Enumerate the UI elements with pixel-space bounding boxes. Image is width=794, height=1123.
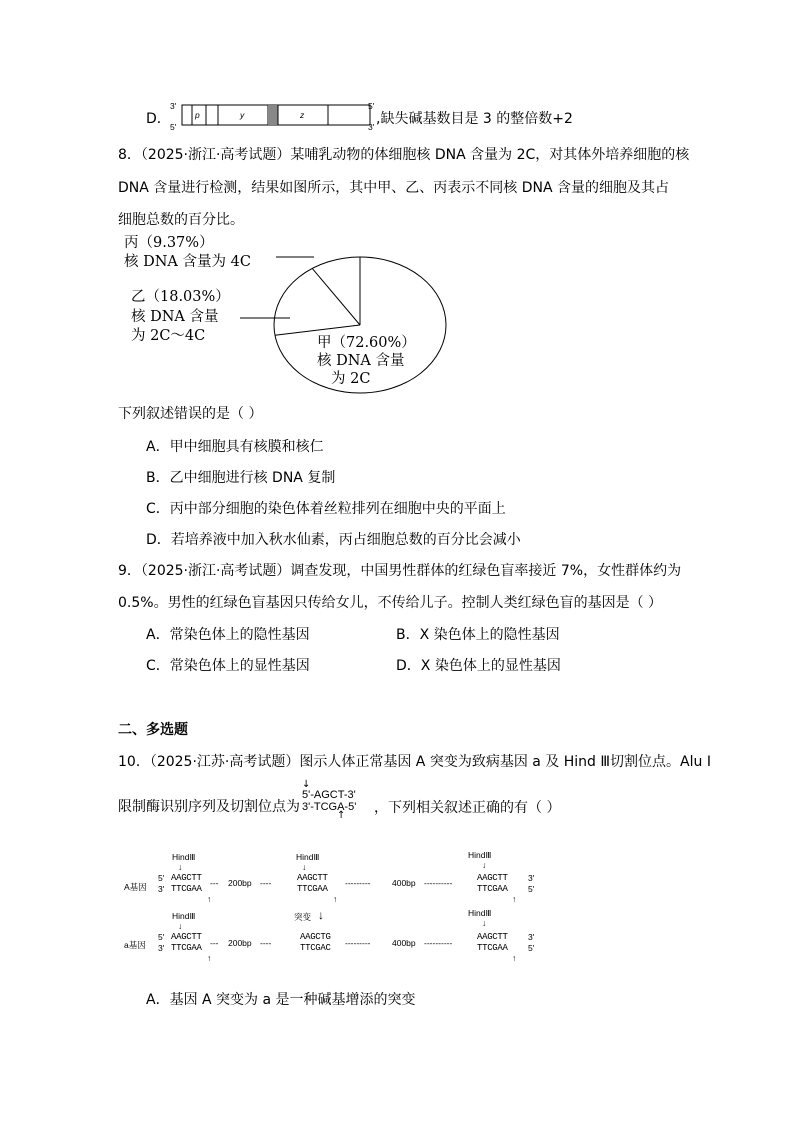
- q7-segment-z: z: [300, 110, 305, 120]
- b-end-3r: 3': [528, 932, 535, 942]
- q7-option-d-text: ,缺失碱基数目是 3 的整倍数+2: [376, 111, 573, 127]
- pie-label-yi-line1: 乙（18.03%）: [131, 289, 230, 305]
- a-site2-top: AAGCTT: [297, 873, 328, 883]
- a-end-3: 3': [158, 884, 165, 894]
- pie-label-yi: [131, 288, 230, 347]
- pie-label-bing-line1: 丙（9.37%）: [124, 235, 214, 251]
- q10-option-a[interactable]: A．基因 A 突变为 a 是一种碱基增添的突变: [146, 992, 416, 1008]
- b-site1-bottom: TTCGAA: [171, 943, 202, 953]
- q10-stem-line2a: 限制酶识别序列及切割位点为: [118, 799, 300, 815]
- pie-label-yi-line3: 为 2C～4C: [131, 328, 206, 344]
- pie-label-jia: [317, 334, 416, 388]
- a-dash4: ----------: [424, 878, 453, 888]
- a-site1-top: AAGCTT: [171, 873, 202, 883]
- hind-label-b3: HindⅢ: [468, 908, 492, 918]
- q9-option-b[interactable]: B．X 染色体上的隐性基因: [396, 627, 560, 643]
- a-end-5: 5': [158, 873, 165, 883]
- q8-stem-line1: 8．（2025·浙江·高考试题）某哺乳动物的体细胞核 DNA 含量为 2C，对其体外培养细胞的核: [118, 147, 690, 163]
- hind-label-a2: HindⅢ: [296, 852, 320, 862]
- hind-arrow-b1: ↓: [178, 921, 183, 931]
- b-site3-top: AAGCTT: [477, 932, 508, 942]
- hind-arrow-a1: ↓: [178, 862, 183, 872]
- a-400bp: 400bp: [392, 878, 416, 888]
- a-end-5r: 5': [528, 884, 535, 894]
- q8-stem-line3: 细胞总数的百分比。: [118, 212, 244, 228]
- mutation-arrow: ↓: [318, 908, 324, 922]
- q8-option-d[interactable]: D．若培养液中加入秋水仙素，丙占细胞总数的百分比会减小: [146, 532, 521, 548]
- b-200bp: 200bp: [228, 938, 252, 948]
- q9-stem-line1: 9．（2025·浙江·高考试题）调查发现，中国男性群体的红绿色盲率接近 7%，女性群体约为: [118, 563, 682, 579]
- pie-label-jia-line2: 核 DNA 含量: [317, 353, 405, 369]
- q9-option-d[interactable]: D．X 染色体上的显性基因: [396, 658, 561, 674]
- gene-A-label: A基因: [124, 882, 147, 892]
- a-dash2: ----: [260, 878, 272, 888]
- alu-arrow-down: ↓: [302, 779, 311, 790]
- alu-seq-bottom: 3'-TCGA-5': [302, 801, 357, 813]
- q7-strand-3-prime-right: 3': [368, 122, 375, 132]
- section-title-multi-choice: 二、多选题: [118, 722, 188, 738]
- b-site2-bottom: TTCGAC: [300, 943, 331, 953]
- pie-label-bing-line2: 核 DNA 含量为 4C: [124, 254, 251, 270]
- b-end-3: 3': [158, 943, 165, 953]
- a-arrow-up1: ↑: [207, 894, 212, 904]
- pie-label-jia-line1: 甲（72.60%）: [317, 335, 416, 351]
- hind-arrow-a2: ↓: [302, 862, 307, 872]
- a-arrow-up3: ↑: [512, 894, 517, 904]
- b-end-5r: 5': [528, 943, 535, 953]
- q7-strand-5-prime-left: 5': [170, 122, 177, 132]
- hind-arrow-b3: ↓: [482, 918, 487, 928]
- pie-label-yi-line2: 核 DNA 含量: [131, 308, 219, 325]
- mutation-label: 突变: [294, 912, 312, 922]
- b-dash4: ----------: [424, 938, 453, 948]
- b-end-5: 5': [158, 932, 165, 942]
- q9-option-c[interactable]: C．常染色体上的显性基因: [146, 658, 310, 674]
- b-arrow-up1: ↑: [207, 953, 212, 963]
- q7-segment-p: p: [195, 110, 200, 120]
- a-site1-bottom: TTCGAA: [171, 884, 202, 894]
- q10-stem-line1: 10．（2025·江苏·高考试题）图示人体正常基因 A 突变为致病基因 a 及 Hind Ⅲ切割位点。Alu Ⅰ: [118, 754, 711, 770]
- hind-label-b1: HindⅢ: [172, 911, 196, 921]
- q10-stem-line2b: ，下列相关叙述正确的有（ ）: [374, 800, 561, 816]
- q7-segment-y: y: [240, 110, 245, 120]
- pie-label-bing: [124, 234, 251, 272]
- hind-label-a3: HindⅢ: [468, 850, 492, 860]
- pie-label-jia-line3: 为 2C: [331, 371, 371, 387]
- q7-strand-3-prime-left: 3': [170, 101, 177, 111]
- a-dash3: ---------: [345, 878, 371, 888]
- b-site1-top: AAGCTT: [171, 932, 202, 942]
- a-site3-bottom: TTCGAA: [477, 884, 508, 894]
- a-site2-bottom: TTCGAA: [297, 884, 328, 894]
- b-dash1: ---: [210, 938, 219, 948]
- hind-arrow-a3: ↓: [482, 860, 487, 870]
- b-site3-bottom: TTCGAA: [477, 943, 508, 953]
- b-site2-top: AAGCTG: [300, 932, 331, 942]
- q8-option-c[interactable]: C．丙中部分细胞的染色体着丝粒排列在细胞中央的平面上: [146, 501, 506, 517]
- gene-a-label: a基因: [124, 940, 146, 950]
- q8-option-b[interactable]: B．乙中细胞进行核 DNA 复制: [146, 470, 336, 486]
- hind-label-a1: HindⅢ: [172, 852, 196, 862]
- b-400bp: 400bp: [392, 938, 416, 948]
- q9-option-a[interactable]: A．常染色体上的隐性基因: [146, 627, 310, 643]
- b-dash2: ----: [260, 938, 272, 948]
- alu-arrow-up: ↑: [337, 810, 346, 821]
- a-site3-top: AAGCTT: [477, 873, 508, 883]
- alu-seq-top: 5'-AGCT-3': [302, 789, 356, 801]
- q8-question: 下列叙述错误的是（ ）: [118, 406, 263, 422]
- a-dash1: ---: [210, 878, 219, 888]
- q7-strand-5-prime-right: 5': [368, 101, 375, 111]
- q8-option-a[interactable]: A．甲中细胞具有核膜和核仁: [146, 439, 324, 455]
- q7-option-d-label: D．: [146, 111, 171, 127]
- a-arrow-up2: ↑: [333, 894, 338, 904]
- q9-stem-line2: 0.5%。男性的红绿色盲基因只传给女儿，不传给儿子。控制人类红绿色盲的基因是（ ）: [118, 595, 663, 611]
- a-200bp: 200bp: [228, 878, 252, 888]
- b-arrow-up3: ↑: [512, 953, 517, 963]
- a-end-3r: 3': [528, 873, 535, 883]
- q8-stem-line2: DNA 含量进行检测，结果如图所示，其中甲、乙、丙表示不同核 DNA 含量的细胞及其占: [118, 180, 670, 196]
- b-dash3: ---------: [345, 938, 371, 948]
